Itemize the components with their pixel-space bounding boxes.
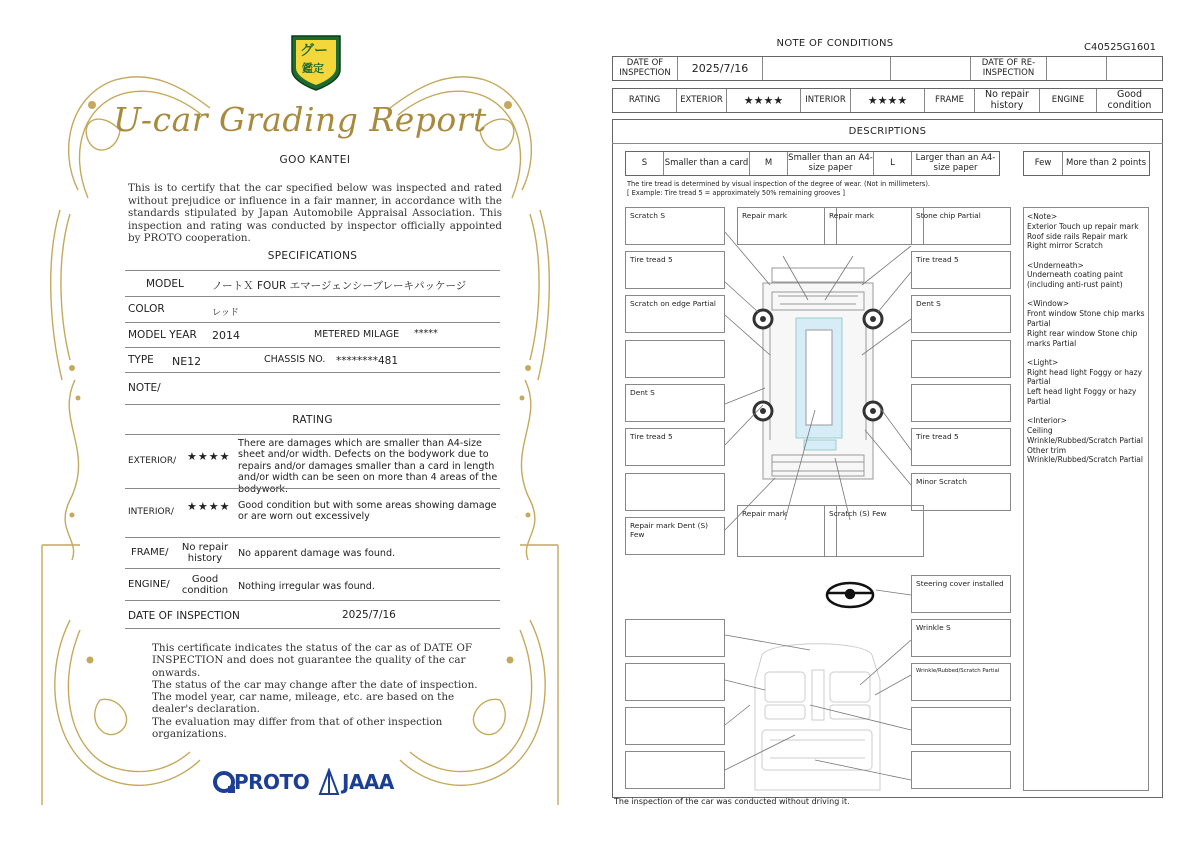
empty-box (911, 340, 1011, 378)
exterior-label: EXTERIOR/ (128, 456, 177, 466)
footnote-line: The model year, car name, mileage, etc. are based on the dealer's declaration. (152, 691, 455, 716)
jaaa-brand: JAAA (342, 770, 394, 794)
legend-code: S (626, 152, 664, 175)
note-line: Wrinkle/Rubbed/Scratch Partial (1027, 435, 1143, 445)
note-line: Underneath coating paint (1027, 270, 1123, 280)
engine-label: ENGINE (1040, 89, 1097, 112)
mileage-value: ***** (414, 328, 438, 339)
report-code: C40525G1601 (1084, 42, 1156, 53)
damage-box-front-left: Scratch S (625, 207, 725, 245)
date-label: DATE OF INSPECTION (613, 57, 678, 80)
empty-box (625, 340, 725, 378)
exterior-label: EXTERIOR (677, 89, 727, 112)
engine-value: Good condition (181, 574, 229, 596)
model-year-label: MODEL YEAR (128, 329, 197, 341)
type-label: TYPE (128, 354, 154, 366)
model-year-value: 2014 (212, 329, 240, 342)
legend-code: Few (1024, 152, 1063, 175)
note-line: Left head light Foggy or hazy Partial (1027, 387, 1137, 406)
color-value: レッド (212, 308, 239, 318)
note-label: NOTE/ (128, 382, 161, 394)
engine-description: Nothing irregular was found. (238, 581, 375, 592)
divider (125, 600, 500, 601)
divider (125, 404, 500, 405)
frame-value: No repair history (975, 89, 1040, 112)
empty-box (625, 473, 725, 511)
damage-box-rear-left: Repair mark Dent (S) Few (625, 517, 725, 555)
footnote-line: The evaluation may differ from that of other inspection organizations. (152, 715, 443, 741)
rating-heading: RATING (292, 414, 333, 426)
note-line: Right head light Foggy or hazy Partial (1027, 367, 1143, 387)
type-value: NE12 (172, 355, 202, 368)
note-section (1027, 416, 1145, 465)
note-heading: <Window> (1027, 299, 1070, 309)
interior-stars: ★★★★ (187, 500, 231, 513)
damage-box-front-center-left: Repair mark (737, 207, 837, 245)
footnote-line: The status of the car may change after the date of inspection. (152, 678, 478, 691)
note-line: Right rear window Stone chip marks Partial (1027, 328, 1138, 348)
interior-note-box: Wrinkle S (911, 619, 1011, 657)
note-line: Wrinkle/Rubbed/Scratch Partial (1027, 455, 1143, 465)
car-interior-diagram (755, 644, 880, 790)
exterior-value: ★★★★ (727, 89, 801, 112)
chassis-value: ********481 (336, 355, 399, 367)
divider (125, 568, 500, 569)
note-heading: <Interior> (1027, 416, 1067, 426)
note-of-conditions (600, 0, 1200, 848)
reinspection-label: DATE OF RE-INSPECTION (971, 57, 1047, 80)
note-section (1027, 261, 1145, 290)
legend-text: More than 2 points (1065, 157, 1146, 168)
tire-tread-rear-left: Tire tread 5 (625, 428, 725, 466)
empty-box (625, 751, 725, 789)
damage-box-rear-center-left: Repair mark (737, 505, 837, 557)
damage-box-left-rear-door: Dent S (625, 384, 725, 422)
interior-note-box: Wrinkle/Rubbed/Scratch Partial (911, 663, 1011, 701)
notes-column (1023, 207, 1149, 791)
footnote-line: This certificate indicates the status of the car as of DATE OF INSPECTION and does not guarantee the quality of the car onwards. (152, 642, 473, 679)
mileage-label: METERED MILAGE (314, 329, 400, 340)
descriptions-heading: DESCRIPTIONS (612, 119, 1163, 144)
damage-box-rear-center-right: Scratch (S) Few (824, 505, 924, 557)
engine-value: Good condition (1107, 89, 1152, 111)
model-value: ノートＸ FOUR エマージェンシーブレーキパッケージ (212, 280, 467, 292)
legend-code: L (874, 152, 912, 175)
empty-box (911, 707, 1011, 745)
frame-value: No repair history (181, 542, 229, 564)
note-line: Ceiling (1027, 425, 1053, 435)
divider (125, 347, 500, 348)
note-line: Roof side rails Repair mark (1027, 231, 1128, 241)
legend-text: Smaller than a card (664, 152, 750, 175)
divider (125, 296, 500, 297)
empty-box (911, 384, 1011, 422)
note-heading: <Underneath> (1027, 260, 1084, 270)
damage-box-rear-right: Minor Scratch (911, 473, 1011, 511)
empty-box (625, 619, 725, 657)
empty-box (625, 663, 725, 701)
tire-tread-rear-right: Tire tread 5 (911, 428, 1011, 466)
exterior-description: There are damages which are smaller than A4-size sheet and/or width. Defects on the bodywork due to repairs and/or damages smaller than a card in length and/or width can be seen on more than 4 areas of the bodywork. (238, 438, 498, 495)
bottom-note: The inspection of the car was conducted without driving it. (614, 797, 850, 806)
divider (125, 372, 500, 373)
damage-box-front-center-right: Repair mark (824, 207, 924, 245)
proto-brand: PROTO (234, 770, 310, 794)
certification-text: This is to certify that the car specified below was inspected and rated without prejudice or influence in a fair manner, in accordance with the standards stipulated by Japan Automobile Appraisal Association. This inspection and rating was conducted by inspector officially appointed by PROTO cooperation. (128, 182, 502, 245)
report-subtitle: GOO KANTEI (279, 154, 351, 166)
divider (125, 322, 500, 323)
rating-label: RATING (613, 89, 677, 112)
tread-note-line: [ Example: Tire tread 5 = approximately 50% remaining grooves ] (627, 189, 845, 197)
report-title: U-car Grading Report (113, 100, 487, 139)
color-label: COLOR (128, 303, 165, 315)
legend-text: Smaller than an A4-size paper (788, 152, 874, 175)
note-line: Right mirror Scratch (1027, 241, 1103, 251)
tread-note-line: The tire tread is determined by visual inspection of the degree of wear. (Not in millimeters). (627, 180, 931, 188)
interior-description: Good condition but with some areas showing damage or are worn out excessively (238, 500, 497, 523)
divider (125, 488, 500, 489)
damage-box-right-door: Dent S (911, 295, 1011, 333)
interior-label: INTERIOR/ (128, 507, 174, 517)
conditions-title: NOTE OF CONDITIONS (776, 38, 894, 49)
exterior-stars: ★★★★ (187, 450, 231, 463)
car-exterior-diagram (763, 268, 873, 479)
inspection-date-label: DATE OF INSPECTION (128, 610, 240, 622)
tire-tread-front-right: Tire tread 5 (911, 251, 1011, 289)
frame-label: FRAME/ (131, 547, 169, 558)
inspection-date-value: 2025/7/16 (342, 609, 396, 621)
model-label: MODEL (146, 278, 184, 290)
note-section (1027, 299, 1145, 348)
empty-box (911, 751, 1011, 789)
note-line: Front window Stone chip marks Partial (1027, 309, 1145, 328)
steering-wheel-icon (827, 583, 873, 607)
frame-description: No apparent damage was found. (238, 548, 396, 559)
divider (125, 537, 500, 538)
note-line: (including anti-rust paint) (1027, 280, 1123, 290)
divider (125, 270, 500, 271)
damage-box-front-right: Stone chip Partial (911, 207, 1011, 245)
tire-tread-front-left: Tire tread 5 (625, 251, 725, 289)
note-heading: <Light> (1027, 357, 1059, 367)
interior-value: ★★★★ (851, 89, 925, 112)
chassis-label: CHASSIS NO. (264, 354, 326, 365)
date-value: 2025/7/16 (678, 57, 763, 80)
divider (125, 628, 500, 629)
note-heading: <Note> (1027, 212, 1058, 221)
engine-label: ENGINE/ (128, 579, 170, 590)
steering-note-box: Steering cover installed (911, 575, 1011, 613)
badge-line-1: グー (300, 43, 328, 59)
certificate-footnote (152, 642, 492, 740)
note-line: Other trim (1027, 445, 1067, 455)
specifications-heading: SPECIFICATIONS (267, 250, 358, 262)
frame-label: FRAME (925, 89, 975, 112)
note-section (1027, 212, 1145, 251)
empty-box (625, 707, 725, 745)
note-line: Exterior Touch up repair mark (1027, 221, 1139, 231)
badge-line-2: 鑑定 (302, 62, 324, 75)
jaaa-logo-icon (318, 768, 340, 796)
divider (125, 434, 500, 435)
legend-code: M (750, 152, 788, 175)
damage-box-left-door: Scratch on edge Partial (625, 295, 725, 333)
note-section (1027, 358, 1145, 407)
interior-label: INTERIOR (801, 89, 851, 112)
legend-text: Larger than an A4-size paper (915, 153, 996, 173)
